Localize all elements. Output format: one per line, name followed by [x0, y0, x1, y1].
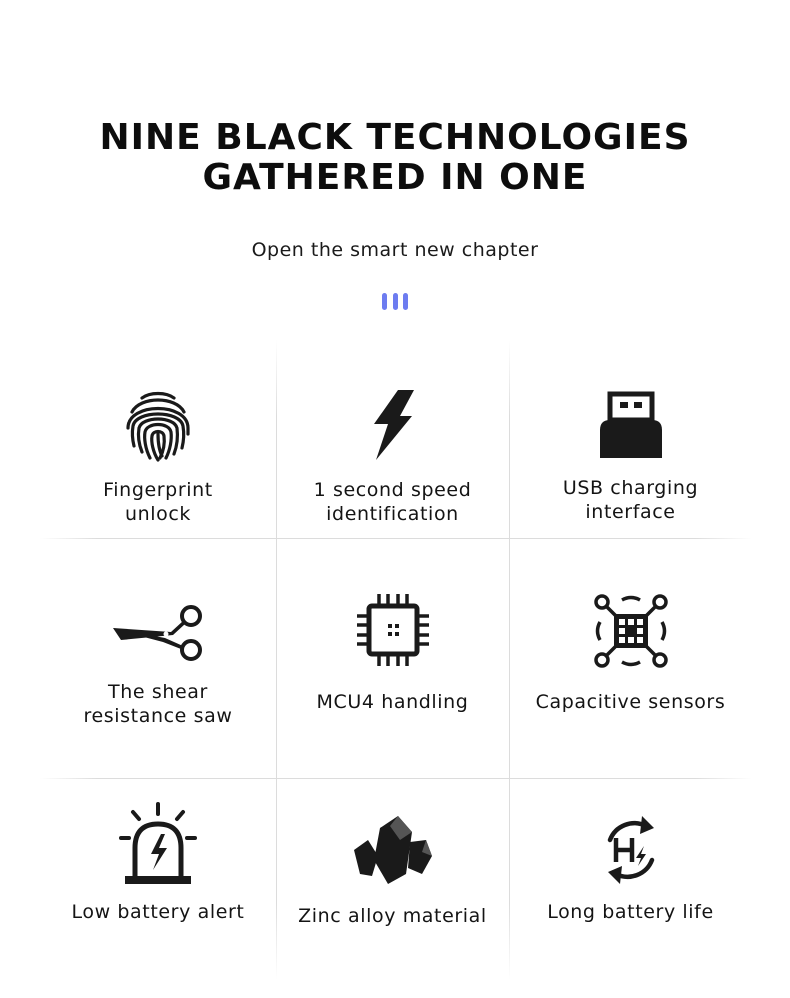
title-line-2: GATHERED IN ONE	[202, 157, 588, 198]
page-title	[0, 118, 790, 198]
fingerprint-icon	[122, 388, 194, 464]
usb-icon	[598, 390, 664, 460]
feature-alert	[40, 802, 276, 924]
chip-icon	[355, 592, 431, 668]
alarm-icon	[117, 802, 199, 888]
feature-label: Long battery life	[547, 901, 714, 923]
feature-label: Capacitive sensors	[535, 691, 726, 713]
feature-label: The shear resistance saw	[83, 681, 233, 727]
lightning-icon	[370, 388, 416, 462]
subtitle: Open the smart new chapter	[251, 239, 539, 261]
feature-grid	[40, 340, 752, 980]
scissors-icon	[111, 602, 205, 664]
crystal-icon	[350, 812, 436, 888]
title-line-1: NINE BLACK TECHNOLOGIES	[99, 117, 691, 158]
feature-zinc	[276, 812, 509, 928]
feature-label: MCU4 handling	[316, 691, 469, 713]
grid-divider	[40, 778, 752, 779]
sensor-icon	[592, 592, 670, 670]
feature-label: Zinc alloy material	[298, 905, 487, 927]
bar	[382, 293, 387, 310]
feature-sensor	[509, 592, 752, 714]
bar	[403, 293, 408, 310]
grid-divider	[40, 538, 752, 539]
feature-usb	[509, 390, 752, 524]
feature-label: 1 second speed identification	[313, 479, 472, 525]
feature-battery	[509, 812, 752, 924]
feature-label: Fingerprint unlock	[103, 479, 213, 525]
feature-scissors	[40, 602, 276, 728]
feature-mcu	[276, 592, 509, 714]
hydrogen-cycle-icon	[598, 812, 664, 888]
feature-speed	[276, 388, 509, 526]
bar	[393, 293, 398, 310]
feature-label: USB charging interface	[562, 477, 699, 523]
feature-fingerprint	[40, 388, 276, 526]
decorative-bars	[382, 293, 408, 310]
feature-label: Low battery alert	[71, 901, 245, 923]
